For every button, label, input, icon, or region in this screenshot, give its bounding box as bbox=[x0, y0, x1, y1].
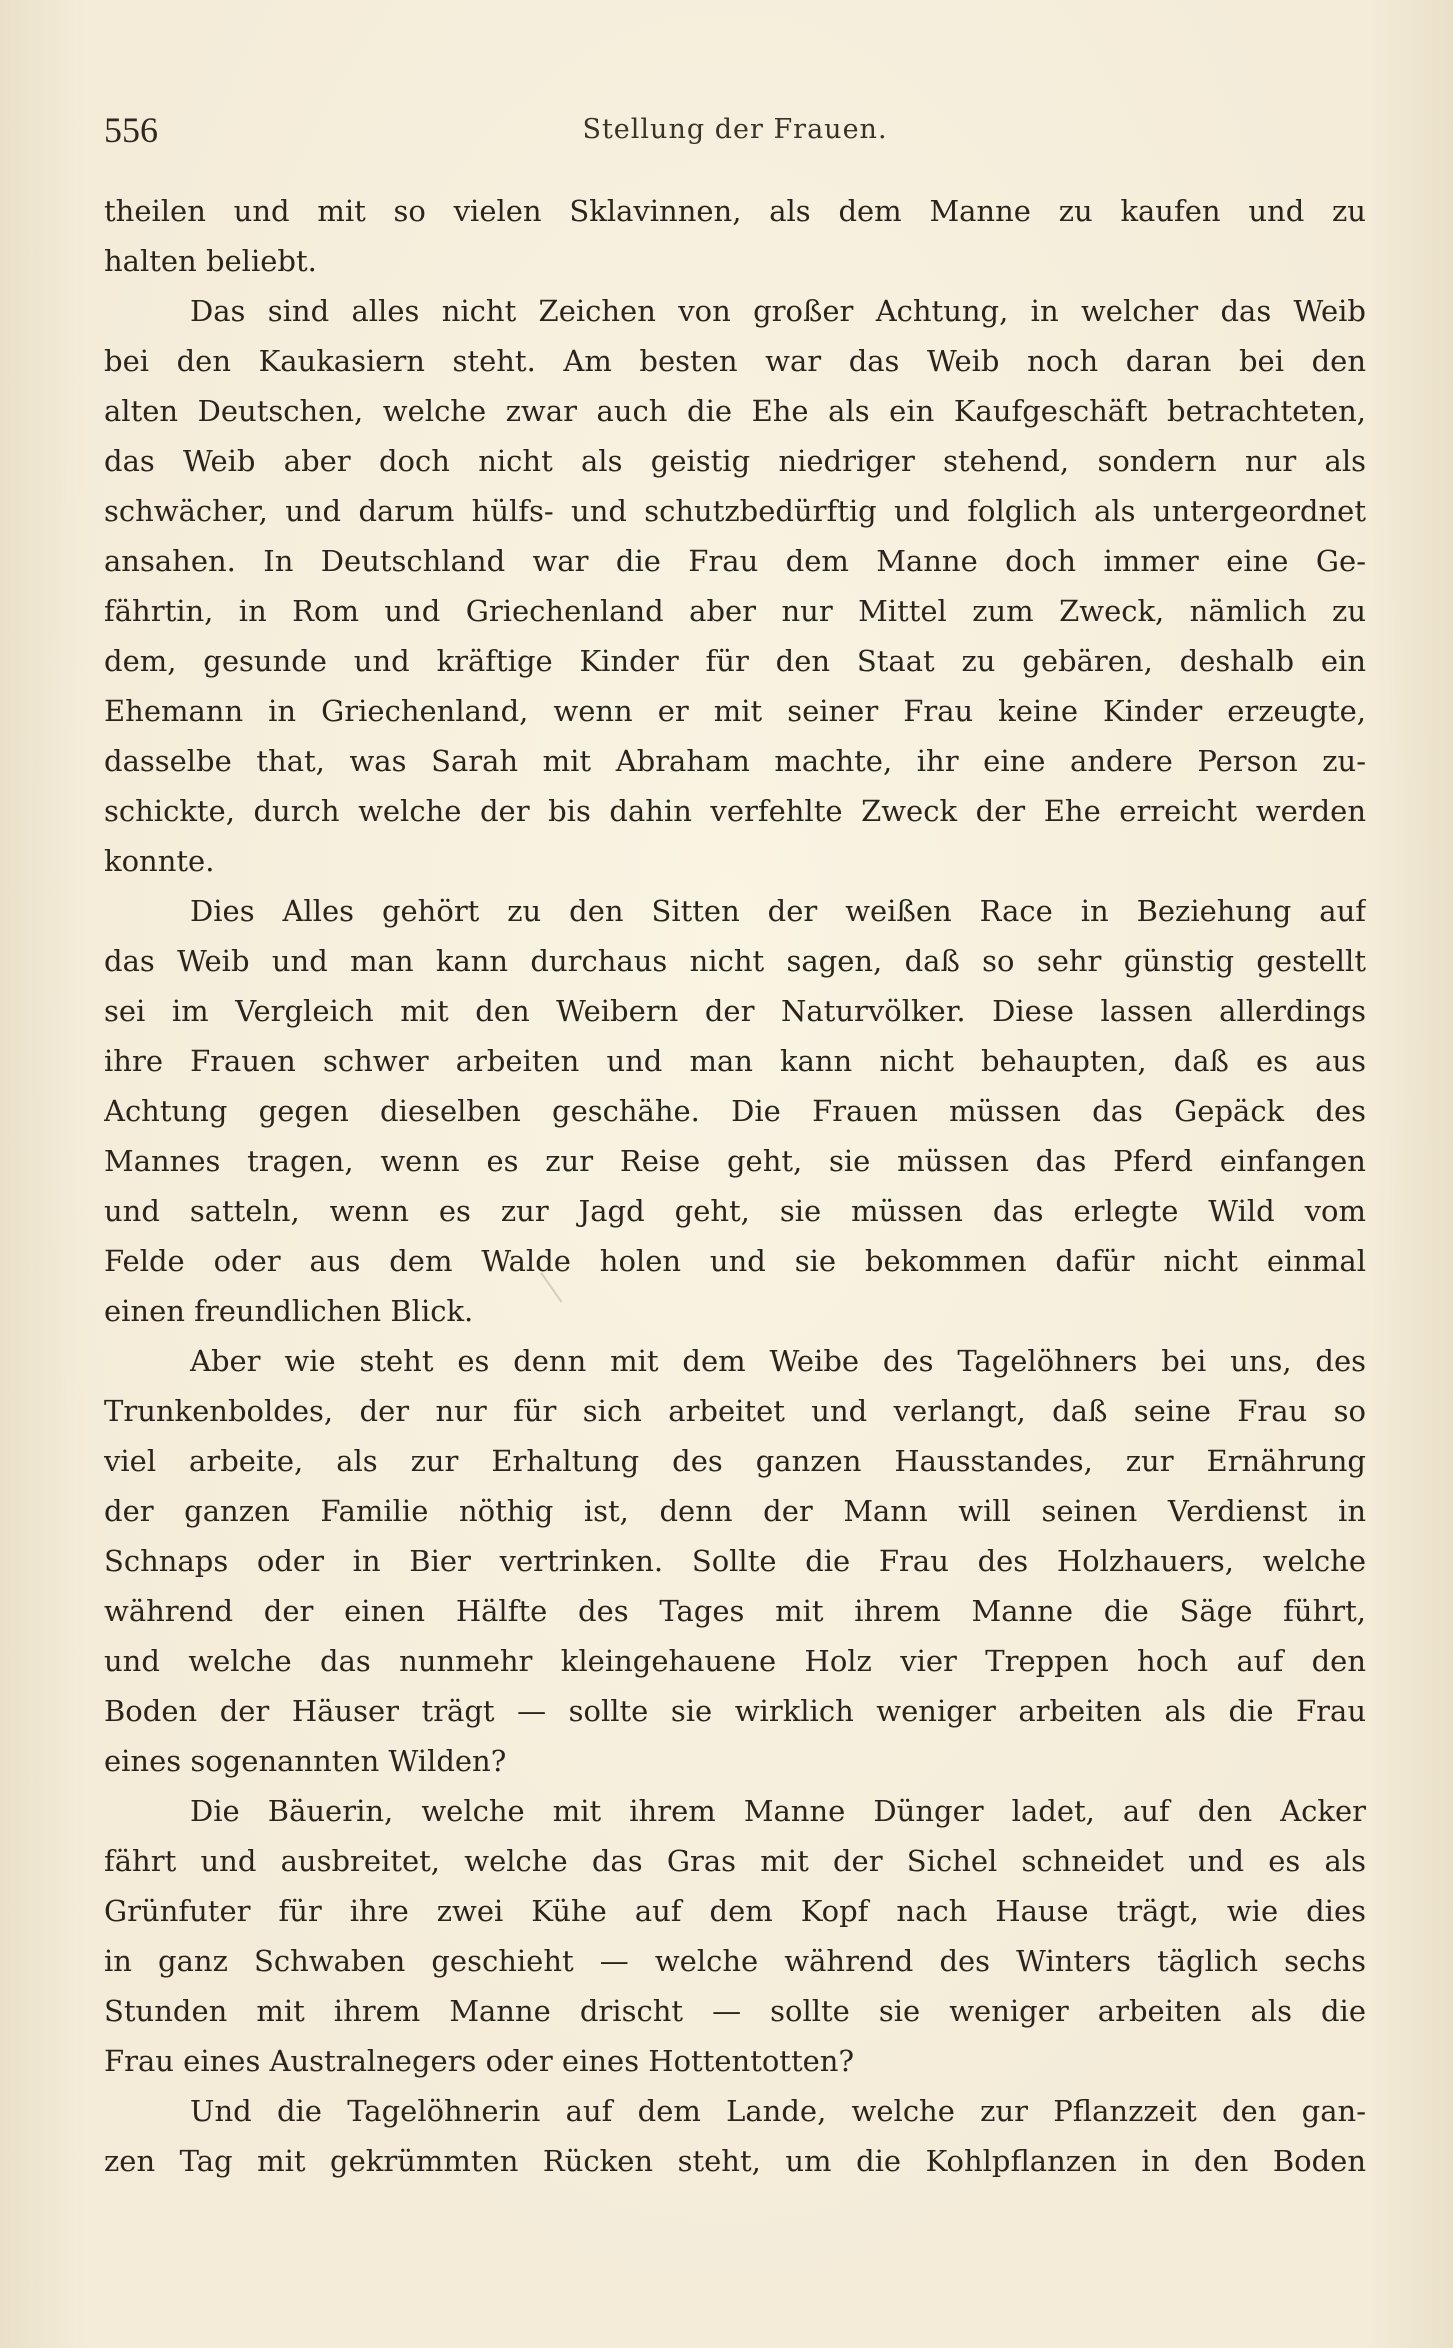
text-line: viel arbeite, als zur Erhaltung des ganzen Hausstandes, zur Ernährung bbox=[104, 1444, 1366, 1478]
text-line: ansahen. In Deutschland war die Frau dem Manne doch immer eine Ge- bbox=[104, 544, 1366, 578]
text-line: fährt und ausbreitet, welche das Gras mit der Sichel schneidet und es als bbox=[104, 1844, 1366, 1878]
text-line: Schnaps oder in Bier vertrinken. Sollte die Frau des Holzhauers, welche bbox=[104, 1544, 1366, 1578]
text-line: zen Tag mit gekrümmten Rücken steht, um die Kohlpflanzen in den Boden bbox=[104, 2144, 1366, 2178]
text-line: Frau eines Australnegers oder eines Hottentotten? bbox=[104, 2044, 855, 2078]
text-line: alten Deutschen, welche zwar auch die Ehe als ein Kaufgeschäft betrachteten, bbox=[104, 394, 1366, 428]
text-line: einen freundlichen Blick. bbox=[104, 1294, 474, 1328]
text-line: fährtin, in Rom und Griechenland aber nur Mittel zum Zweck, nämlich zu bbox=[104, 594, 1366, 628]
text-line: Felde oder aus dem Walde holen und sie bekommen dafür nicht einmal bbox=[104, 1244, 1366, 1278]
text-line: das Weib und man kann durchaus nicht sagen, daß so sehr günstig gestellt bbox=[104, 944, 1366, 978]
text-line: ihre Frauen schwer arbeiten und man kann nicht behaupten, daß es aus bbox=[104, 1044, 1366, 1078]
text-line: konnte. bbox=[104, 844, 215, 878]
text-line: eines sogenannten Wilden? bbox=[104, 1744, 507, 1778]
text-line: und satteln, wenn es zur Jagd geht, sie müssen das erlegte Wild vom bbox=[104, 1194, 1366, 1228]
paragraph-first-line: Dies Alles gehört zu den Sitten der weißen Race in Beziehung auf bbox=[190, 894, 1366, 928]
text-line: Trunkenboldes, der nur für sich arbeitet und verlangt, daß seine Frau so bbox=[104, 1394, 1366, 1428]
text-line: Grünfuter für ihre zwei Kühe auf dem Kopf nach Hause trägt, wie dies bbox=[104, 1894, 1366, 1928]
page-number: 556 bbox=[104, 110, 158, 150]
text-line: Achtung gegen dieselben geschähe. Die Frauen müssen das Gepäck des bbox=[104, 1094, 1366, 1128]
text-line: schwächer, und darum hülfs- und schutzbedürftig und folglich als untergeordnet bbox=[104, 494, 1366, 528]
text-line: halten beliebt. bbox=[104, 244, 317, 278]
text-line: das Weib aber doch nicht als geistig niedriger stehend, sondern nur als bbox=[104, 444, 1366, 478]
running-title: Stellung der Frauen. bbox=[582, 114, 888, 145]
text-line: und welche das nunmehr kleingehauene Holz vier Treppen hoch auf den bbox=[104, 1644, 1366, 1678]
text-line: bei den Kaukasiern steht. Am besten war das Weib noch daran bei den bbox=[104, 344, 1366, 378]
text-line: theilen und mit so vielen Sklavinnen, als dem Manne zu kaufen und zu bbox=[104, 194, 1366, 228]
body-text bbox=[104, 186, 1366, 2186]
paragraph-first-line: Und die Tagelöhnerin auf dem Lande, welche zur Pflanzzeit den gan- bbox=[190, 2094, 1366, 2128]
text-line: dasselbe that, was Sarah mit Abraham machte, ihr eine andere Person zu- bbox=[104, 744, 1366, 778]
text-line: sei im Vergleich mit den Weibern der Naturvölker. Diese lassen allerdings bbox=[104, 994, 1366, 1028]
paragraph-first-line: Die Bäuerin, welche mit ihrem Manne Dünger ladet, auf den Acker bbox=[190, 1794, 1366, 1828]
text-line: dem, gesunde und kräftige Kinder für den Staat zu gebären, deshalb ein bbox=[104, 644, 1366, 678]
text-line: der ganzen Familie nöthig ist, denn der Mann will seinen Verdienst in bbox=[104, 1494, 1366, 1528]
text-line: Stunden mit ihrem Manne drischt — sollte sie weniger arbeiten als die bbox=[104, 1994, 1366, 2028]
text-line: schickte, durch welche der bis dahin verfehlte Zweck der Ehe erreicht werden bbox=[104, 794, 1366, 828]
text-line: Ehemann in Griechenland, wenn er mit seiner Frau keine Kinder erzeugte, bbox=[104, 694, 1366, 728]
running-head bbox=[104, 108, 1366, 152]
text-line: Boden der Häuser trägt — sollte sie wirklich weniger arbeiten als die Frau bbox=[104, 1694, 1366, 1728]
paragraph-first-line: Das sind alles nicht Zeichen von großer Achtung, in welcher das Weib bbox=[190, 294, 1366, 328]
text-line: in ganz Schwaben geschieht — welche während des Winters täglich sechs bbox=[104, 1944, 1366, 1978]
text-line: während der einen Hälfte des Tages mit ihrem Manne die Säge führt, bbox=[104, 1594, 1366, 1628]
paragraph-first-line: Aber wie steht es denn mit dem Weibe des Tagelöhners bei uns, des bbox=[190, 1344, 1366, 1378]
text-line: Mannes tragen, wenn es zur Reise geht, sie müssen das Pferd einfangen bbox=[104, 1144, 1366, 1178]
